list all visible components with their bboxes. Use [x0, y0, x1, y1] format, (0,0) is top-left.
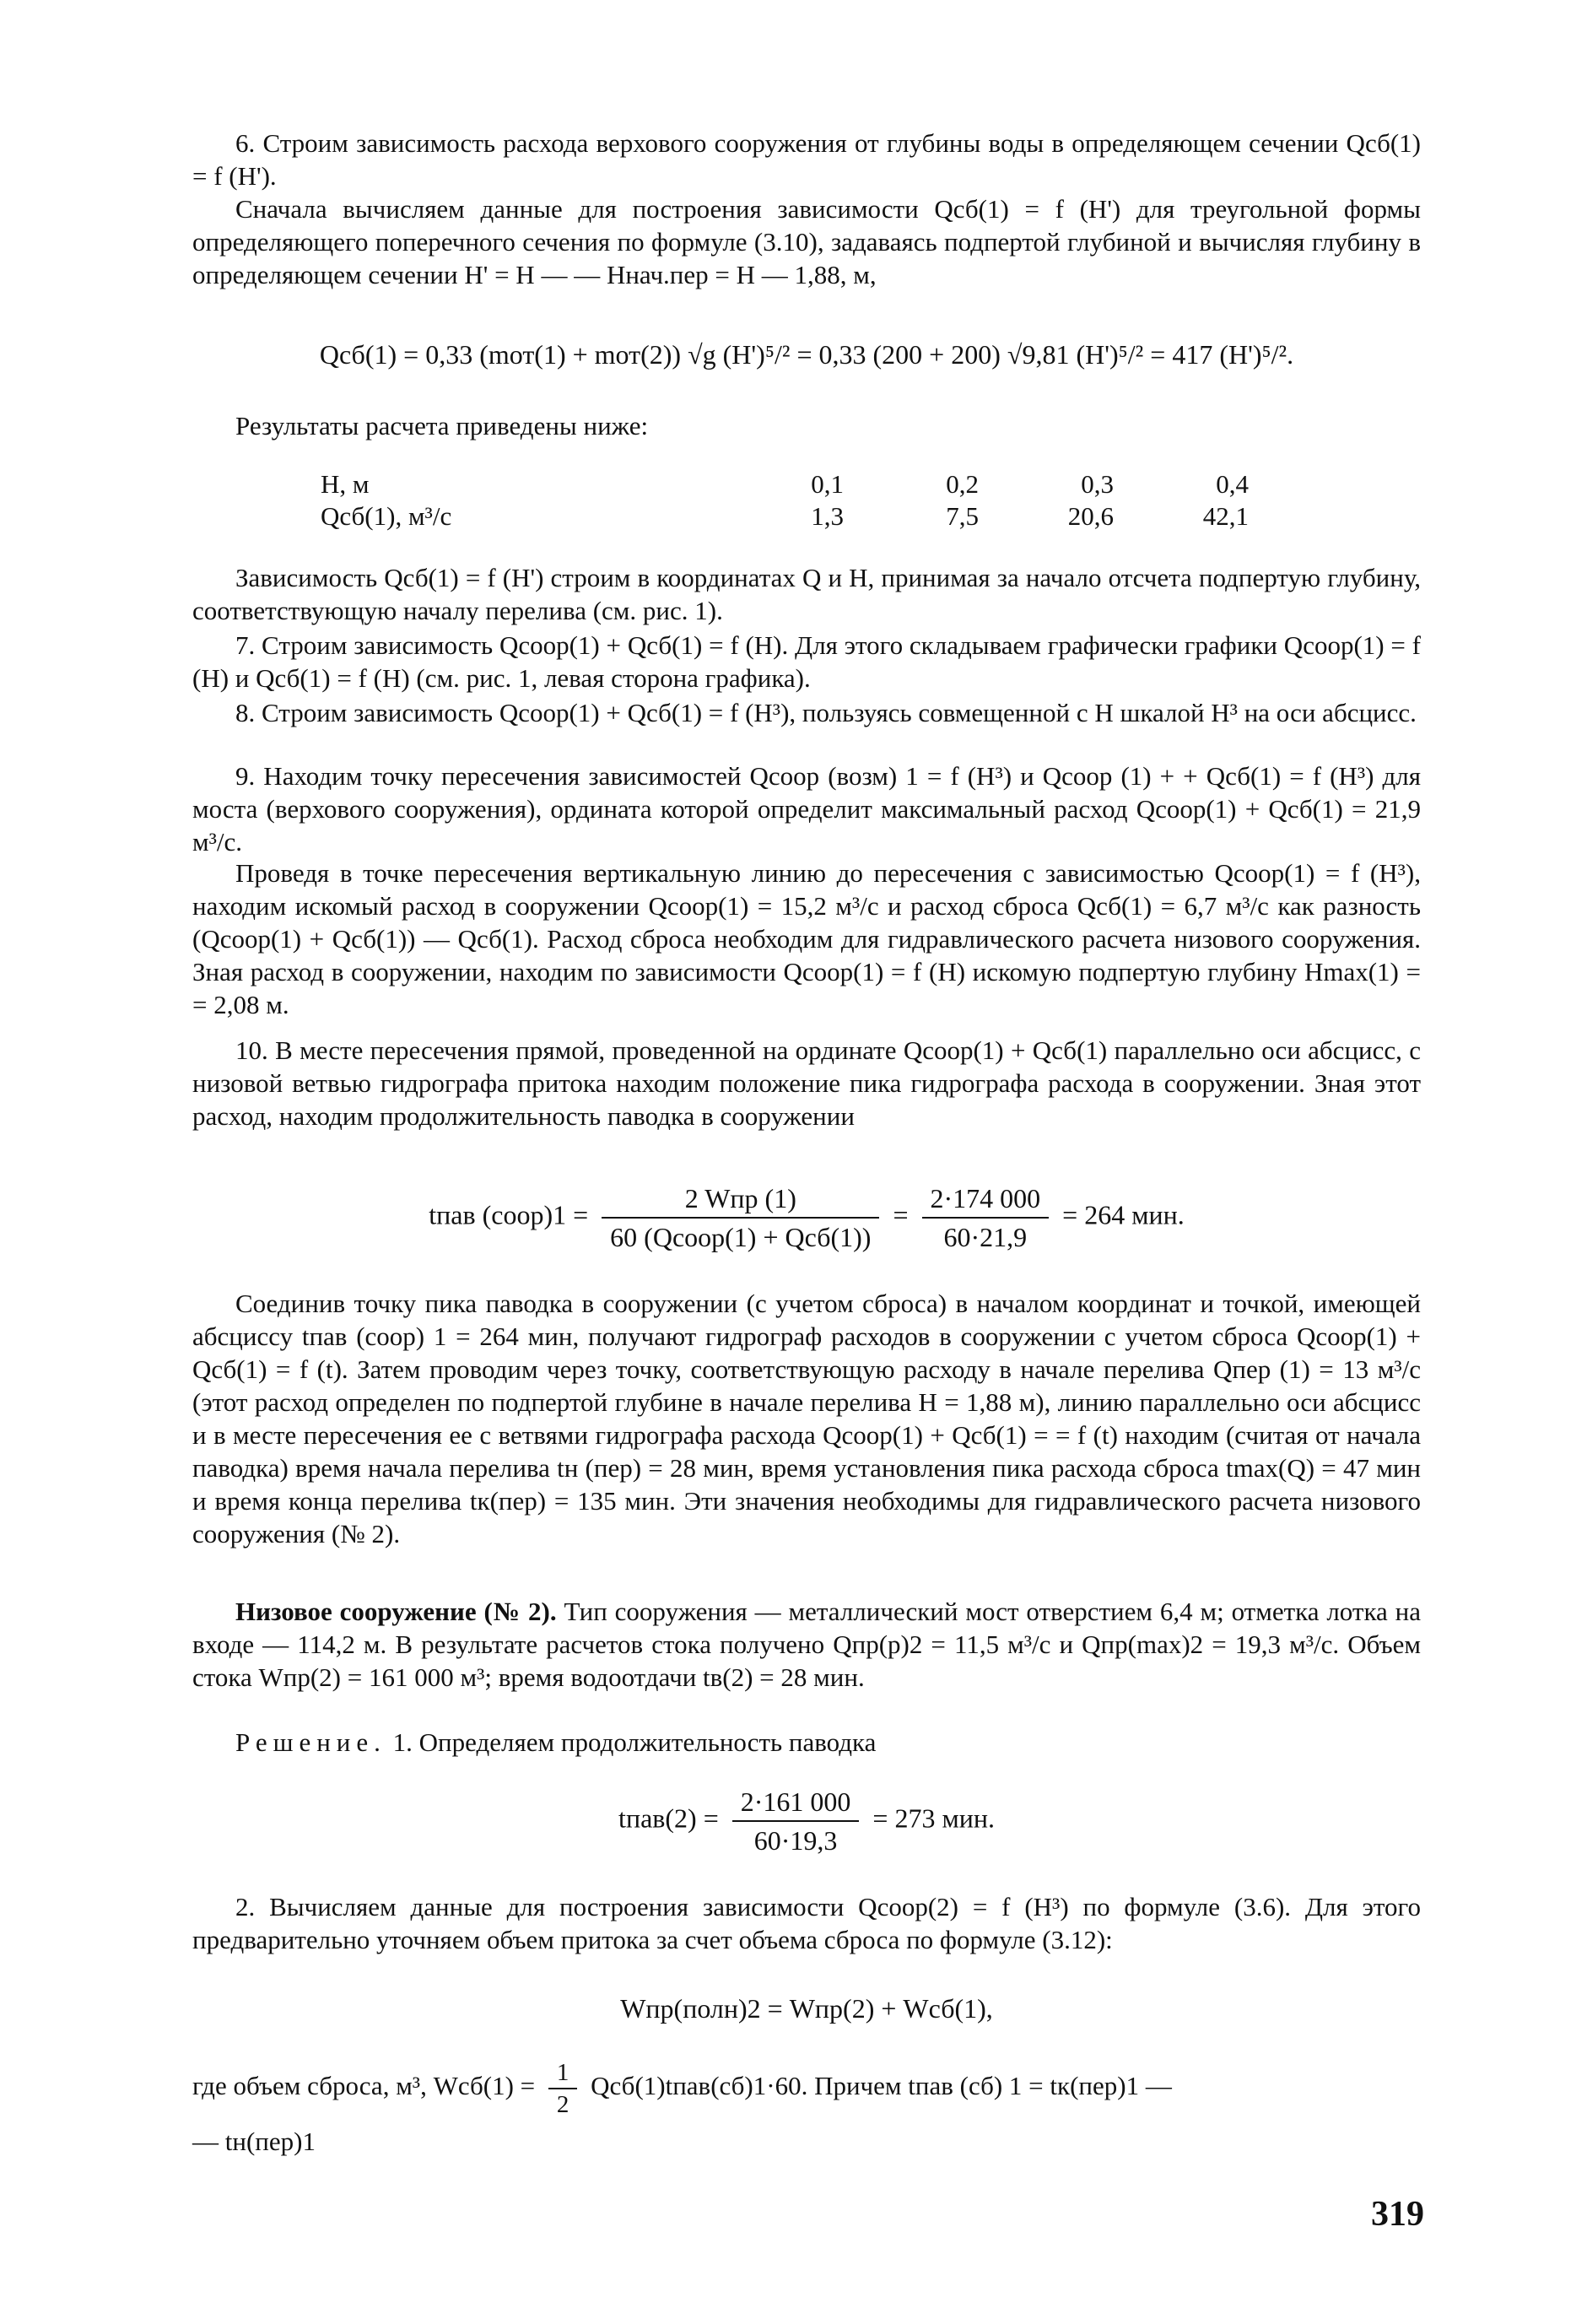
table-cell: 42,1 [1202, 501, 1249, 531]
paragraph-lower-structure [192, 1595, 1421, 1694]
paragraph-step-7: 7. Строим зависимость Qсоор(1) + Qсб(1) = f (H). Для этого складываем графически графики Qсоор(1) = f (H) и Qсб(1) = f (H) (см. рис. 1, левая сторона графика). [192, 630, 1421, 693]
table-cell: 7,5 [946, 501, 979, 531]
paragraph-dependency: Зависимость Qсб(1) = f (H') строим в координатах Q и H, принимая за начало отсчета подпертую глубину, соответствующую началу перелива (см. рис. 1). [192, 563, 1421, 625]
denominator: 60 (Qсоор(1) + Qсб(1)) [610, 1222, 872, 1252]
fraction [922, 1181, 1050, 1254]
fraction-one-half [548, 2059, 578, 2118]
row-label: H, м [321, 469, 370, 499]
denominator: 60·21,9 [943, 1222, 1028, 1252]
formula-rhs: = 273 мин. [872, 1802, 995, 1834]
paragraph-solution [192, 1726, 1421, 1759]
formula-lhs: tпав (соор)1 = [429, 1199, 589, 1230]
table-cell: 0,1 [811, 469, 844, 499]
paragraph-text: Тип сооружения — металлический мост отверстием 6,4 м; отметка лотка на входе — 114,2 м. В результате расчетов стока получено Qпр(р)2 = 11,5 м³/с и Qпр(max)2 = 19,3 м³/с. Объем стока Wпр(2) = 161 000 м³; время водоотдачи tв(2) = 28 мин. [192, 1597, 1421, 1692]
table-cell: 0,3 [1081, 469, 1114, 499]
paragraph-step-6: 6. Строим зависимость расхода верхового сооружения от глубины воды в определяющем сечении Qсб(1) = f (H'). [192, 128, 1421, 191]
section-heading: Низовое сооружение (№ 2). [235, 1597, 557, 1626]
solution-label: Решение. [235, 1727, 386, 1757]
paragraph-step-6-calc: Сначала вычисляем данные для построения зависимости Qсб(1) = f (H') для треугольной формы определяющего поперечного сечения по формуле (3.10), задаваясь подпертой глубиной и вычисляя глубину в определяющем сечении H' = H — — Hнач.пер = H — 1,88, м, [192, 194, 1421, 289]
formula-t-pav-2 [192, 1785, 1421, 1857]
formula-w-pr-full: Wпр(полн)2 = Wпр(2) + Wсб(1), [620, 1993, 993, 2024]
table-cell: 1,3 [811, 501, 844, 531]
paragraph-step-8: 8. Строим зависимость Qсоор(1) + Qсб(1) = f (H³), пользуясь совмещенной с H шкалой H³ на оси абсцисс. [235, 698, 1417, 727]
numerator: 1 [548, 2059, 578, 2089]
row-label: Qсб(1), м³/с [321, 501, 452, 531]
paragraph-step-2: 2. Вычисляем данные для построения зависимости Qсоор(2) = f (H³) по формуле (3.6). Для этого предварительно уточняем объем притока за счет объема сброса по формуле (3.12): [192, 1892, 1421, 1954]
table-cell: 0,4 [1216, 469, 1249, 499]
denominator: 60·19,3 [753, 1825, 838, 1856]
paragraph-text: Qсб(1)tпав(сб)1·60. Причем tпав (сб) 1 = tк(пер)1 — [591, 2071, 1172, 2101]
paragraph-results-intro: Результаты расчета приведены ниже: [235, 411, 649, 440]
fraction [602, 1181, 879, 1254]
formula-lhs: tпав(2) = [618, 1802, 719, 1834]
table-row [321, 468, 1249, 500]
page-number: 319 [1371, 2195, 1424, 2234]
formula-t-pav-soor [192, 1181, 1421, 1254]
fraction [732, 1785, 860, 1857]
table-row [321, 500, 1249, 532]
paragraph-discharge-volume [192, 2059, 1421, 2118]
denominator: 2 [556, 2091, 569, 2118]
paragraph-hydrograph: Соединив точку пика паводка в сооружении (с учетом сброса) в началом координат и точкой, имеющей абсциссу tпав (соор) 1 = 264 мин, получают гидрограф расходов в сооружении с учетом сброса Qсоор(1) + Qсб(1) = f (t). Затем проводим через точку, соответствующую расходу в начале перелива Qпер (1) = 13 м³/с (этот расход определен по подпертой глубине в начале перелива H = 1,88 м), линию параллельно оси абсцисс и в месте пересечения ее с ветвями гидрографа расхода Qсоор(1) + Qсб(1) = = f (t) находим (считая от начала паводка) время начала перелива tн (пер) = 28 мин, время установления пика расхода сброса tmax(Q) = 47 мин и время конца перелива tк(пер) = 135 мин. Эти значения необходимы для гидравлического расчета низового сооружения (№ 2). [192, 1289, 1421, 1548]
paragraph-continuation: — tн(пер)1 [192, 2127, 316, 2156]
paragraph-text: где объем сброса, м³, Wсб(1) = [192, 2071, 536, 2101]
numerator: 2·174 000 [922, 1181, 1050, 1219]
paragraph-step-9: 9. Находим точку пересечения зависимостей Qсоор (возм) 1 = f (H³) и Qсоор (1) + + Qсб(1) = f (H³) для моста (верхового сооружения), ордината которой определит максимальный расход Qсоор(1) + Qсб(1) = 21,9 м³/с. [192, 761, 1421, 857]
numerator: 2·161 000 [732, 1785, 860, 1822]
paragraph-step-10: 10. В месте пересечения прямой, проведенной на ординате Qсоор(1) + Qсб(1) параллельно оси абсцисс, с низовой ветвью гидрографа притока находим положение пика гидрографа расхода в сооружении. Зная этот расход, находим продолжительность паводка в сооружении [192, 1035, 1421, 1131]
equals-sign: = [893, 1199, 909, 1230]
numerator: 2 Wпр (1) [602, 1181, 879, 1219]
results-table [321, 468, 1249, 532]
table-cell: 20,6 [1067, 501, 1114, 531]
formula-q-sb: Qсб(1) = 0,33 (mот(1) + mот(2)) √g (H')⁵/² = 0,33 (200 + 200) √9,81 (H')⁵/² = 417 (H')⁵/². [319, 339, 1294, 370]
paragraph-vertical-line: Проведя в точке пересечения вертикальную линию до пересечения с зависимостью Qсоор(1) = f (H³), находим искомый расход в сооружении Qсоор(1) = 15,2 м³/с и расход сброса Qсб(1) = 6,7 м³/с как разность (Qсоор(1) + Qсб(1)) — Qсб(1). Расход сброса необходим для гидравлического расчета низового сооружения. Зная расход в сооружении, находим по зависимости Qсоор(1) = f (H) искомую подпертую глубину Hmax(1) = = 2,08 м. [192, 858, 1421, 1019]
formula-rhs: = 264 мин. [1062, 1199, 1185, 1230]
paragraph-text: 1. Определяем продолжительность паводка [386, 1727, 877, 1757]
table-cell: 0,2 [946, 469, 979, 499]
